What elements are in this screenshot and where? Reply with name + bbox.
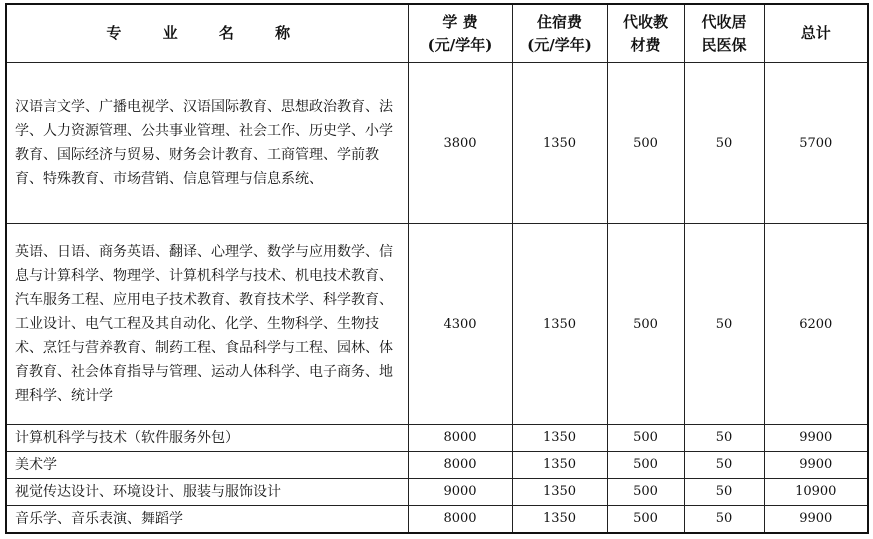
majors-cell: 音乐学、音乐表演、舞蹈学	[6, 506, 408, 534]
dorm-cell: 1350	[512, 452, 607, 479]
header-insurance-line2: 民医保	[701, 35, 747, 54]
header-insurance-line1: 代收居	[701, 12, 747, 31]
dorm-cell: 1350	[512, 425, 607, 452]
header-dorm-line2: (元/学年)	[527, 35, 592, 54]
books-cell: 500	[607, 425, 684, 452]
majors-cell: 计算机科学与技术（软件服务外包）	[6, 425, 408, 452]
dorm-cell: 1350	[512, 63, 607, 224]
majors-cell: 英语、日语、商务英语、翻译、心理学、数学与应用数学、信息与计算科学、物理学、计算机科学与技术、机电技术教育、汽车服务工程、应用电子技术教育、教育技术学、科学教育、工业设计、电气工程及其自动化、化学、生物科学、生物技术、烹饪与营养教育、制药工程、食品科学与工程、园林、体育教育、社会体育指导与管理、运动人体科学、电子商务、地理科学、统计学	[6, 224, 408, 425]
header-dorm-line1: 住宿费	[536, 12, 582, 31]
header-major-name: 专 业 名 称	[6, 4, 408, 63]
tuition-cell: 9000	[408, 479, 512, 506]
header-row	[6, 4, 868, 63]
books-cell: 500	[607, 452, 684, 479]
total-cell: 9900	[764, 452, 868, 479]
majors-cell: 美术学	[6, 452, 408, 479]
total-cell: 9900	[764, 425, 868, 452]
insurance-cell: 50	[684, 63, 764, 224]
insurance-cell: 50	[684, 425, 764, 452]
fee-table-container	[5, 3, 869, 534]
dorm-cell: 1350	[512, 506, 607, 534]
books-cell: 500	[607, 479, 684, 506]
header-books-line2: 材费	[630, 35, 661, 54]
books-cell: 500	[607, 506, 684, 534]
fee-table	[5, 3, 869, 534]
dorm-cell: 1350	[512, 224, 607, 425]
header-insurance	[684, 4, 764, 63]
table-row	[6, 224, 868, 425]
table-row	[6, 452, 868, 479]
header-books	[607, 4, 684, 63]
total-cell: 10900	[764, 479, 868, 506]
tuition-cell: 8000	[408, 425, 512, 452]
books-cell: 500	[607, 63, 684, 224]
header-dorm	[512, 4, 607, 63]
header-tuition	[408, 4, 512, 63]
header-total: 总计	[764, 4, 868, 63]
header-tuition-line1: 学 费	[442, 12, 478, 31]
dorm-cell: 1350	[512, 479, 607, 506]
total-cell: 5700	[764, 63, 868, 224]
majors-cell: 视觉传达设计、环境设计、服装与服饰设计	[6, 479, 408, 506]
table-row	[6, 425, 868, 452]
table-row	[6, 506, 868, 534]
insurance-cell: 50	[684, 506, 764, 534]
books-cell: 500	[607, 224, 684, 425]
insurance-cell: 50	[684, 452, 764, 479]
table-row	[6, 479, 868, 506]
total-cell: 9900	[764, 506, 868, 534]
header-tuition-line2: (元/学年)	[427, 35, 493, 54]
total-cell: 6200	[764, 224, 868, 425]
insurance-cell: 50	[684, 479, 764, 506]
header-books-line1: 代收教	[622, 12, 668, 31]
tuition-cell: 8000	[408, 506, 512, 534]
tuition-cell: 8000	[408, 452, 512, 479]
tuition-cell: 3800	[408, 63, 512, 224]
table-row	[6, 63, 868, 224]
majors-cell: 汉语言文学、广播电视学、汉语国际教育、思想政治教育、法学、人力资源管理、公共事业管理、社会工作、历史学、小学教育、国际经济与贸易、财务会计教育、工商管理、学前教育、特殊教育、市场营销、信息管理与信息系统、	[6, 63, 408, 224]
insurance-cell: 50	[684, 224, 764, 425]
tuition-cell: 4300	[408, 224, 512, 425]
